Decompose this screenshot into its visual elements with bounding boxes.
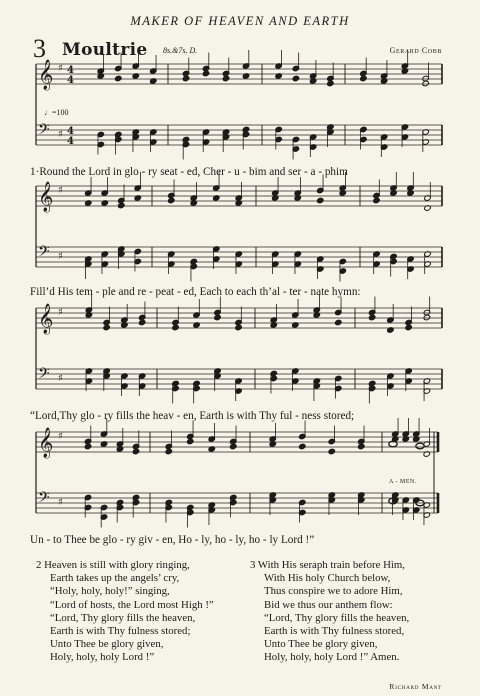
- sharp-sign: ♯: [58, 497, 63, 508]
- note-head: [138, 319, 145, 325]
- hymn-number: 3: [33, 34, 46, 63]
- verse-line: “Lord, Thy glory fills the heaven,: [50, 611, 196, 624]
- note-head: [165, 448, 172, 454]
- verse-line: Holy, holy, holy Lord !” Amen.: [264, 651, 400, 664]
- verse-3: [250, 559, 409, 665]
- metronome-mark: ♩=100: [44, 108, 69, 117]
- note-head: [422, 80, 429, 86]
- note-head: [202, 70, 209, 76]
- verse-line: Unto Thee be glory given,: [50, 638, 164, 651]
- note-head: [360, 75, 367, 81]
- treble-clef: 𝄞: [38, 60, 54, 90]
- sharp-sign: ♯: [58, 251, 63, 262]
- tune-name: Moultrie: [62, 40, 148, 60]
- sharp-sign: ♯: [58, 129, 63, 140]
- time-signature: 4: [67, 75, 74, 86]
- meter: 8s.&7s. D.: [163, 46, 198, 55]
- note-head: [187, 438, 194, 444]
- note-head: [84, 443, 91, 449]
- note-head: [172, 324, 179, 330]
- note-head: [132, 448, 139, 454]
- note-head: [222, 75, 229, 81]
- verse-line: Earth is with Thy fulness stored,: [264, 625, 405, 638]
- bass-clef: 𝄢: [38, 365, 50, 386]
- verse-line: Unto Thee be glory given,: [264, 638, 378, 651]
- note-head: [358, 443, 365, 449]
- note-head: [368, 314, 375, 320]
- time-signature: 4: [67, 136, 74, 147]
- sharp-sign: ♯: [58, 373, 63, 384]
- note-head: [317, 197, 324, 203]
- note-head: [328, 448, 335, 454]
- author: Richard Mant: [389, 682, 442, 691]
- verse-line: “Holy, holy, holy!” singing,: [50, 585, 170, 598]
- bass-clef: 𝄢: [38, 489, 50, 510]
- lyric-line-1: 1·Round the Lord in glo - ry seat - ed, Cher - u - bim and ser - a - phim: [30, 166, 348, 178]
- note-head: [405, 324, 412, 330]
- note-head: [182, 75, 189, 81]
- amen-note: [416, 443, 424, 449]
- running-head: MAKER OF HEAVEN AND EARTH: [130, 14, 350, 28]
- note-head: [118, 202, 125, 208]
- treble-clef: 𝄞: [38, 304, 54, 334]
- verse-line: Earth is with Thy fulness stored;: [50, 625, 191, 638]
- sharp-sign: ♯: [58, 185, 63, 196]
- note-head: [373, 197, 380, 203]
- verse-line: “Lord, Thy glory fills the heaven,: [264, 611, 410, 624]
- sharp-sign: ♯: [58, 431, 63, 442]
- note-head: [230, 443, 237, 449]
- verse-line: 2 Heaven is still with glory ringing,: [36, 559, 190, 571]
- lyric-line-3: “Lord,Thy glo - ry fills the heav - en, Earth is with Thy ful - ness stored;: [30, 410, 355, 422]
- note-head: [214, 314, 221, 320]
- verse-line: With His holy Church below,: [264, 572, 391, 585]
- note-head: [115, 75, 122, 81]
- bass-clef: 𝄢: [38, 243, 50, 264]
- note-head: [423, 314, 430, 320]
- treble-clef: 𝄞: [38, 182, 54, 212]
- composer: Gerard Cobb: [389, 46, 442, 55]
- verse-line: 3 With His seraph train before Him,: [250, 559, 405, 571]
- time-signature: 4: [67, 65, 74, 76]
- verse-2: [36, 559, 214, 665]
- sharp-sign: ♯: [58, 63, 63, 74]
- note-head: [299, 443, 306, 449]
- verse-line: Holy, holy, holy Lord !”: [50, 651, 155, 664]
- note-head: [327, 80, 334, 86]
- amen-label: A - MEN.: [389, 479, 417, 485]
- bass-clef: 𝄢: [38, 121, 50, 142]
- verse-line: Earth takes up the angels’ cry,: [50, 572, 180, 585]
- note-head: [103, 324, 110, 330]
- note-head: [235, 324, 242, 330]
- lyric-line-2: Fill’d His tem - ple and re - peat - ed, Each to each th’al - ter - nate hymn:: [30, 286, 361, 298]
- lyric-line-4: Un - to Thee be glo - ry giv - en, Ho - ly, ho - ly, ho - ly Lord !”: [30, 534, 315, 546]
- sharp-sign: ♯: [58, 307, 63, 318]
- verse-line: Bid we thus our anthem flow:: [264, 598, 393, 611]
- time-signature: 4: [67, 126, 74, 137]
- verse-line: Thus conspire we to adore Him,: [264, 585, 403, 598]
- note-head: [335, 319, 342, 325]
- treble-clef: 𝄞: [38, 428, 54, 458]
- verse-line: “Lord of hosts, the Lord most High !”: [50, 598, 214, 611]
- note-head: [168, 197, 175, 203]
- note-head: [292, 75, 299, 81]
